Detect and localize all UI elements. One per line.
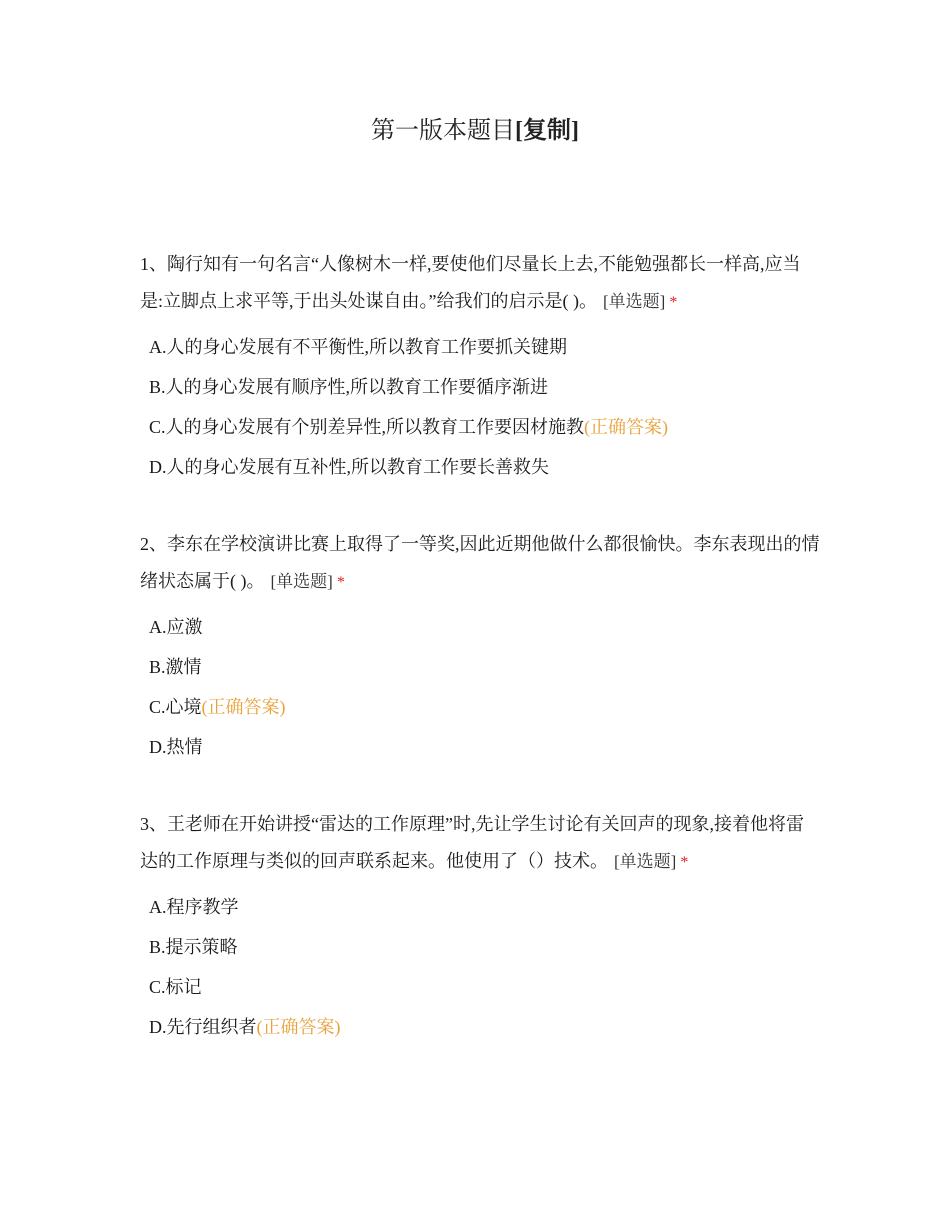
question-text: 李东在学校演讲比赛上取得了一等奖,因此近期他做什么都很愉快。李东表现出的情绪状态属于( )。 xyxy=(140,534,820,591)
option-b[interactable] xyxy=(140,927,820,967)
question-number: 2、 xyxy=(140,534,167,554)
option-text: A.人的身心发展有不平衡性,所以教育工作要抓关键期 xyxy=(149,337,567,357)
required-mark: * xyxy=(680,854,689,871)
option-d[interactable] xyxy=(140,1007,820,1047)
question-2 xyxy=(140,526,820,767)
required-mark: * xyxy=(336,574,345,591)
page-title-main: 第一版本题目 xyxy=(371,118,515,144)
question-text: 王老师在开始讲授“雷达的工作原理”时,先让学生讨论有关回声的现象,接着他将雷达的工作原理与类似的回声联系起来。他使用了（）技术。 xyxy=(140,814,804,871)
page-title xyxy=(0,110,950,145)
option-text: B.人的身心发展有顺序性,所以教育工作要循序渐进 xyxy=(149,377,549,397)
option-text: D.先行组织者 xyxy=(149,1017,257,1037)
option-text: B.提示策略 xyxy=(149,937,238,957)
question-stem xyxy=(140,246,820,321)
option-d[interactable] xyxy=(140,727,820,767)
option-text: D.热情 xyxy=(149,737,203,757)
question-1 xyxy=(140,246,820,487)
option-text: C.标记 xyxy=(149,977,202,997)
question-number: 3、 xyxy=(140,814,167,834)
question-number: 1、 xyxy=(140,254,167,274)
question-text: 陶行知有一句名言“人像树木一样,要使他们尽量长上去,不能勉强都长一样高,应当是:立脚点上求平等,于出头处谋自由。”给我们的启示是( )。 xyxy=(140,254,801,311)
option-text: C.人的身心发展有个别差异性,所以教育工作要因材施教 xyxy=(149,417,585,437)
option-text: C.心境 xyxy=(149,697,202,717)
required-mark: * xyxy=(669,294,678,311)
question-type-label: [单选题] xyxy=(602,292,666,311)
option-a[interactable] xyxy=(140,887,820,927)
option-c[interactable] xyxy=(140,687,820,727)
correct-answer-label: (正确答案) xyxy=(201,697,286,717)
correct-answer-label: (正确答案) xyxy=(256,1017,341,1037)
question-type-label: [单选题] xyxy=(270,572,333,591)
option-text: A.应激 xyxy=(149,617,203,637)
option-a[interactable] xyxy=(140,607,820,647)
option-a[interactable] xyxy=(140,327,820,367)
question-type-label: [单选题] xyxy=(614,852,677,871)
option-b[interactable] xyxy=(140,647,820,687)
option-c[interactable] xyxy=(140,967,820,1007)
question-stem xyxy=(140,806,820,881)
question-stem xyxy=(140,526,820,601)
option-text: A.程序教学 xyxy=(149,897,239,917)
option-text: D.人的身心发展有互补性,所以教育工作要长善救失 xyxy=(149,457,549,477)
page-title-suffix: [复制] xyxy=(515,118,579,144)
option-text: B.激情 xyxy=(149,657,202,677)
question-3 xyxy=(140,806,820,1047)
option-c[interactable] xyxy=(140,407,820,447)
option-b[interactable] xyxy=(140,367,820,407)
correct-answer-label: (正确答案) xyxy=(584,417,669,437)
option-d[interactable] xyxy=(140,447,820,487)
